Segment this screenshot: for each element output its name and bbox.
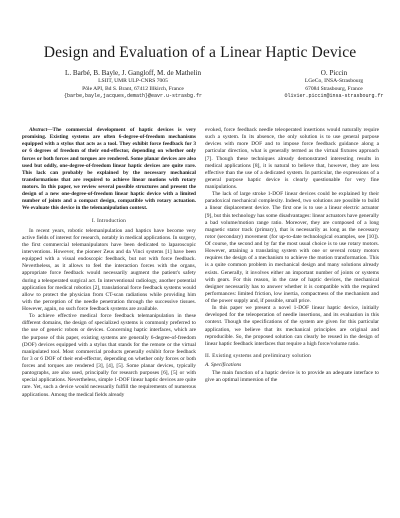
author-names: L. Barbé, B. Bayle, J. Gangloff, M. de Mathelin <box>64 69 201 77</box>
affiliation-lab: LSIIT, UMR ULP-CNRS 7005 <box>98 78 168 85</box>
paper-title: Design and Evaluation of a Linear Haptic Device <box>43 44 357 61</box>
left-column <box>22 127 196 399</box>
body-paragraph: The main function of a haptic device is to provide an adequate interface to give an optimal immersion of the <box>205 370 379 384</box>
affiliation-block <box>268 70 400 101</box>
body-paragraph: In this paper we present a novel 1-DOF linear haptic device, initially developed for the teleoperation of needle insertions, and its evaluation in this context. Though the specifications of the system are given for this particular application, we believe that its mechanical principles are original and reproducible. So, the proposed solution can clearly be reused in the design of linear haptic feedback interfaces that require a high force/volume ratio. <box>205 305 379 347</box>
affiliation-lab: LGeCo, INSA-Strasbourg <box>304 78 364 85</box>
affiliation-address: Pôle API, Bd S. Brant, 67412 Illkirch, France <box>82 85 184 92</box>
subsection-heading: A. Specifications <box>205 362 242 368</box>
body-paragraph: In recent years, robotic telemanipulation and haptics have become very active fields of interest for research, notably in medical applications. In surgery, the first commercial telemanipulators have been dedicated to laparoscopic interventions. However, the pioneer Zeus and da Vinci systems [1] have been equipped with a visual endoscopic feedback, but not with force feedback. Nevertheless, as it allows to feel the interaction forces with the organs, appropriate force feedback would necessarily augment the patient's safety during a teleoperated surgical act. In interventional radiology, another potential application for medical robotics [2], translational force feedback systems would allow to protect the physician from CT-scan radiations while providing him with the perception of the needle penetration through the successive tissues. However, again, no such force feedback systems are available. <box>22 227 196 312</box>
abstract <box>22 127 196 213</box>
affiliation-address: 67084 Strasbourg, France <box>305 85 363 92</box>
right-column <box>205 127 379 384</box>
author-email: Olivier.piccin@insa-strasbourg.fr <box>284 93 384 100</box>
section-heading: I. Introduction <box>91 217 127 224</box>
body-paragraph: evoked, force feedback needle teleoperated insertions would naturally require such a system. In its absence, the only solution is to use general purpose devices with more DOF and to impose force feedback guidance along a particular direction, what is generally termed as the virtual fixtures approach [7]. Though these techniques already demonstrated interesting results in medical applications [8], it is natural to believe that, however, they are less effective than the use of a dedicated system. In particular, the expressions of a general purpose haptic device is clearly questionable for very fine manipulations. <box>205 127 379 190</box>
author-email: {barbe,bayle,jacques,demath}@eavr.u-strasbg.fr <box>63 93 203 100</box>
body-paragraph: To achieve effective medical force feedback telemanipulation in these different domains, the design of specialized systems is commonly preferred to the use of generic robots or devices. Concerning haptic interfaces, which are the purpose of this paper, existing systems are generally 6-degree-of-freedom (DOF) devices equipped with a stylus that stands for the remote or the virtual manipulated tool. Most commercial products generally exhibit force feedback for 3 or 6 DOF of their end-effector, depending on whether only forces or both forces and torques are rendered [3], [4], [5]. Some planar devices, typically pantographs, are also used, principally for research purposes [6], [5] or with special applications. Nevertheless, simple 1-DOF linear haptic devices are quite rare. Yet, such a device would necessarily fulfill the requirements of numerous applications. Among the medical fields already <box>22 313 196 398</box>
abstract-text: —The commercial development of haptic devices is very promising. Existing systems are often 6-degree-of-freedom mechanisms equipped with a stylus that acts as a tool. They exhibit force feedback for 3 or 6 degrees of freedom of their end-effector, depending on whether only forces or both forces and torques are rendered. Some planar devices are also used but oddly, one-degree-of-freedom linear haptic devices are quite rare. This lack can probably be explained by the necessary mechanical transformations that are required to achieve linear motions with rotary motors. In this paper, we review several possible structures and present the design of a new one-degree-of-freedom linear haptic device with a limited number of joints and a compact design, compatible with rotary actuation. We evaluate this device in the telemanipulation context. <box>22 127 196 212</box>
body-paragraph: The lack of large stroke 1-DOF linear devices could be explained by their paradoxical mechanical complexity. Indeed, two solutions are possible to build a linear displacement device. The first one is to use a linear electric actuator [9], but this technology has some disadvantages: linear actuators have generally a bad volume/motion range ratio. Moreover, they are composed of a long magnetic stator track (primary), that is necessarily as long as the necessary rotor (secondary) movement (for up-to-date technological examples, see [10]). Of course, the second and by far the most usual choice is to use rotary motors. However, attaining a translating system with one or several rotary motors requires the design of a mechanism to achieve the motion transformation. This is a quite common problem in mechanical design and many solutions already exists. Generally, it involves either an important number of joints or systems with gears. For this reason, in the case of haptic devices, the mechanical designer necessarily has to answer whether it is compatible with the required performances: limited friction, low inertia, compactness of the mechanism and of the power supply and, if possible, small price. <box>205 191 379 304</box>
section-heading: II. Existing systems and preliminary solution <box>205 352 312 359</box>
abstract-label: Abstract <box>29 127 48 133</box>
affiliation-block <box>22 70 244 101</box>
author-names: O. Piccin <box>320 69 348 77</box>
